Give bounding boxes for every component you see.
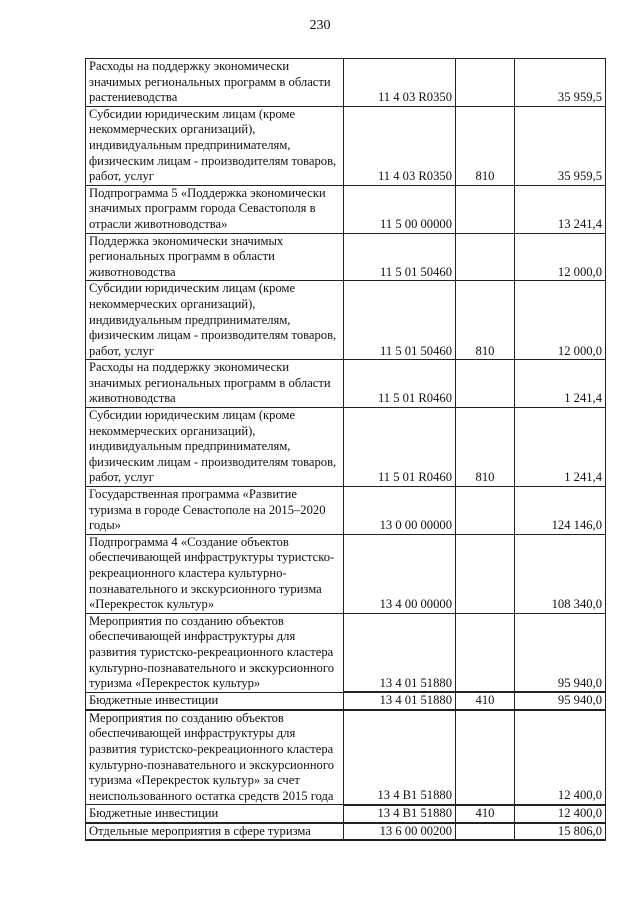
row-sum: 35 959,5 <box>515 59 606 107</box>
table-row <box>86 534 606 613</box>
row-code: 11 5 00 00000 <box>344 185 456 233</box>
row-sum: 35 959,5 <box>515 106 606 185</box>
row-code: 13 0 00 00000 <box>344 487 456 535</box>
row-code: 13 4 В1 51880 <box>344 805 456 823</box>
row-code: 11 5 01 R0460 <box>344 408 456 487</box>
row-type <box>456 613 515 692</box>
table-row <box>86 487 606 535</box>
table-row <box>86 613 606 692</box>
row-sum: 12 400,0 <box>515 805 606 823</box>
row-type: 410 <box>456 692 515 710</box>
row-sum: 1 241,4 <box>515 360 606 408</box>
row-code: 13 4 01 51880 <box>344 613 456 692</box>
row-sum: 95 940,0 <box>515 613 606 692</box>
row-name: Мероприятия по созданию объектов обеспечивающей инфраструктуры для развития туристско-рекреационного кластера культурно-познавательного и экскурсионного туризма «Перекресток культур» <box>86 613 344 692</box>
row-name: Расходы на поддержку экономически значимых региональных программ в области животноводства <box>86 360 344 408</box>
row-code: 11 4 03 R0350 <box>344 59 456 107</box>
row-code: 13 6 00 00200 <box>344 823 456 841</box>
row-name: Субсидии юридическим лицам (кроме некоммерческих организаций), индивидуальным предпринимателям, физическим лицам - производителям товаров, работ, услуг <box>86 408 344 487</box>
row-code: 13 4 01 51880 <box>344 692 456 710</box>
table-row <box>86 710 606 805</box>
table-row <box>86 233 606 281</box>
table-row <box>86 805 606 823</box>
row-sum: 95 940,0 <box>515 692 606 710</box>
row-code: 11 5 01 50460 <box>344 233 456 281</box>
row-name: Подпрограмма 5 «Поддержка экономически значимых программ города Севастополя в отрасли животноводства» <box>86 185 344 233</box>
row-name: Мероприятия по созданию объектов обеспечивающей инфраструктуры для развития туристско-рекреационного кластера культурно-познавательного и экскурсионного туризма «Перекресток культур» за счет неиспользованного остатка средств 2015 года <box>86 710 344 805</box>
row-name: Государственная программа «Развитие туризма в городе Севастополе на 2015–2020 годы» <box>86 487 344 535</box>
row-type: 810 <box>456 408 515 487</box>
row-code: 11 5 01 50460 <box>344 281 456 360</box>
row-type <box>456 185 515 233</box>
row-type <box>456 59 515 107</box>
row-type: 810 <box>456 281 515 360</box>
row-sum: 108 340,0 <box>515 534 606 613</box>
row-sum: 15 806,0 <box>515 823 606 841</box>
row-sum: 13 241,4 <box>515 185 606 233</box>
row-name: Отдельные мероприятия в сфере туризма <box>86 823 344 841</box>
row-code: 13 4 00 00000 <box>344 534 456 613</box>
row-type <box>456 534 515 613</box>
row-sum: 12 400,0 <box>515 710 606 805</box>
budget-table <box>85 58 606 841</box>
row-type <box>456 233 515 281</box>
row-name: Подпрограмма 4 «Создание объектов обеспечивающей инфраструктуры туристско-рекреационного кластера культурно-познавательного и экскурсионного туризма «Перекресток культур» <box>86 534 344 613</box>
row-code: 11 5 01 R0460 <box>344 360 456 408</box>
table-row <box>86 408 606 487</box>
row-type <box>456 710 515 805</box>
table-row <box>86 823 606 841</box>
row-type <box>456 360 515 408</box>
table-row <box>86 106 606 185</box>
table-row <box>86 59 606 107</box>
row-sum: 124 146,0 <box>515 487 606 535</box>
row-type <box>456 823 515 841</box>
row-name: Субсидии юридическим лицам (кроме некоммерческих организаций), индивидуальным предпринимателям, физическим лицам - производителям товаров, работ, услуг <box>86 281 344 360</box>
row-name: Расходы на поддержку экономически значимых региональных программ в области растениеводства <box>86 59 344 107</box>
row-name: Субсидии юридическим лицам (кроме некоммерческих организаций), индивидуальным предпринимателям, физическим лицам - производителям товаров, работ, услуг <box>86 106 344 185</box>
row-name: Бюджетные инвестиции <box>86 805 344 823</box>
row-name: Поддержка экономически значимых региональных программ в области животноводства <box>86 233 344 281</box>
table-row <box>86 692 606 710</box>
row-name: Бюджетные инвестиции <box>86 692 344 710</box>
row-type <box>456 487 515 535</box>
row-code: 11 4 03 R0350 <box>344 106 456 185</box>
page-number: 230 <box>309 18 331 33</box>
row-type: 410 <box>456 805 515 823</box>
table-row <box>86 360 606 408</box>
row-type: 810 <box>456 106 515 185</box>
table-row <box>86 281 606 360</box>
row-code: 13 4 В1 51880 <box>344 710 456 805</box>
table-row <box>86 185 606 233</box>
row-sum: 12 000,0 <box>515 233 606 281</box>
row-sum: 12 000,0 <box>515 281 606 360</box>
row-sum: 1 241,4 <box>515 408 606 487</box>
